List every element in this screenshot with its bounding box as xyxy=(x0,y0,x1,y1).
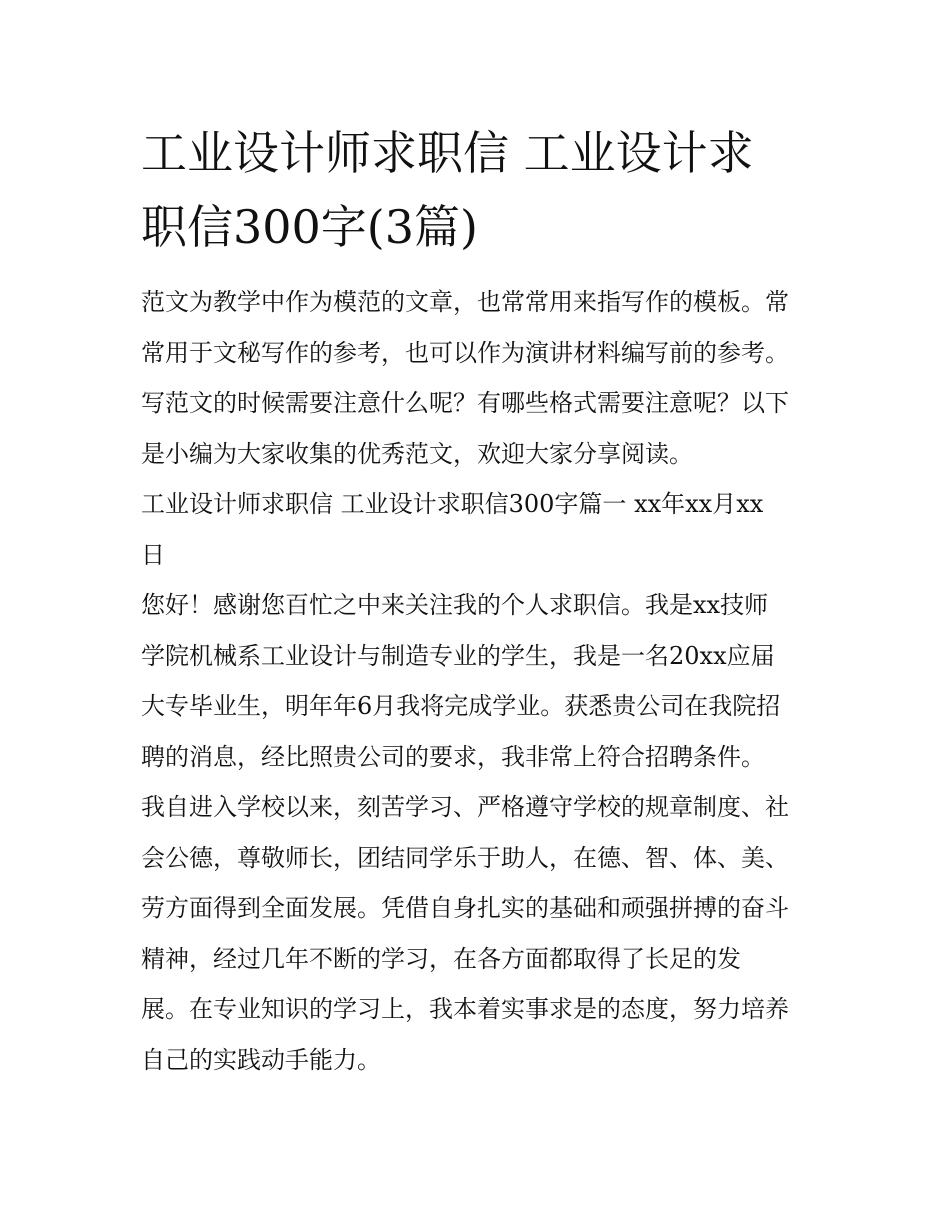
body-line: 展。在专业知识的学习上，我本着实事求是的态度，努力培养 xyxy=(141,995,789,1023)
document-body xyxy=(141,277,813,1085)
body-line: 您好！感谢您百忙之中来关注我的个人求职信。我是xx技师 xyxy=(141,591,769,619)
body-line: 学院机械系工业设计与制造专业的学生，我是一名20xx应届 xyxy=(141,641,775,670)
body-line: 会公德，尊敬师长，团结同学乐于助人，在德、智、体、美、 xyxy=(141,843,789,872)
body-line: 日 xyxy=(141,540,165,569)
body-line: 聘的消息，经比照贵公司的要求，我非常上符合招聘条件。 xyxy=(141,742,765,771)
body-line: 劳方面得到全面发展。凭借自身扎实的基础和顽强拼搏的奋斗 xyxy=(141,894,789,922)
body-line: 范文为教学中作为模范的文章，也常常用来指写作的模板。常 xyxy=(141,288,789,316)
body-line: 自己的实践动手能力。 xyxy=(141,1045,381,1074)
document-title xyxy=(141,116,813,264)
body-line: 大专毕业生，明年年6月我将完成学业。获悉贵公司在我院招 xyxy=(141,692,781,720)
body-line: 工业设计师求职信 工业设计求职信300字篇一 xx年xx月xx xyxy=(141,490,764,518)
title-line-2: 职信300字(3篇) xyxy=(141,200,478,254)
body-line: 常用于文秘写作的参考，也可以作为演讲材料编写前的参考。 xyxy=(141,338,789,367)
body-line: 是小编为大家收集的优秀范文，欢迎大家分享阅读。 xyxy=(141,439,693,468)
body-line: 我自进入学校以来，刻苦学习、严格遵守学校的规章制度、社 xyxy=(141,793,789,821)
body-line: 精神，经过几年不断的学习，在各方面都取得了长足的发 xyxy=(141,944,741,973)
body-line: 写范文的时候需要注意什么呢？有哪些格式需要注意呢？以下 xyxy=(141,389,789,417)
document-content xyxy=(141,116,813,1085)
title-line-1: 工业设计师求职信 工业设计求 xyxy=(141,126,754,180)
